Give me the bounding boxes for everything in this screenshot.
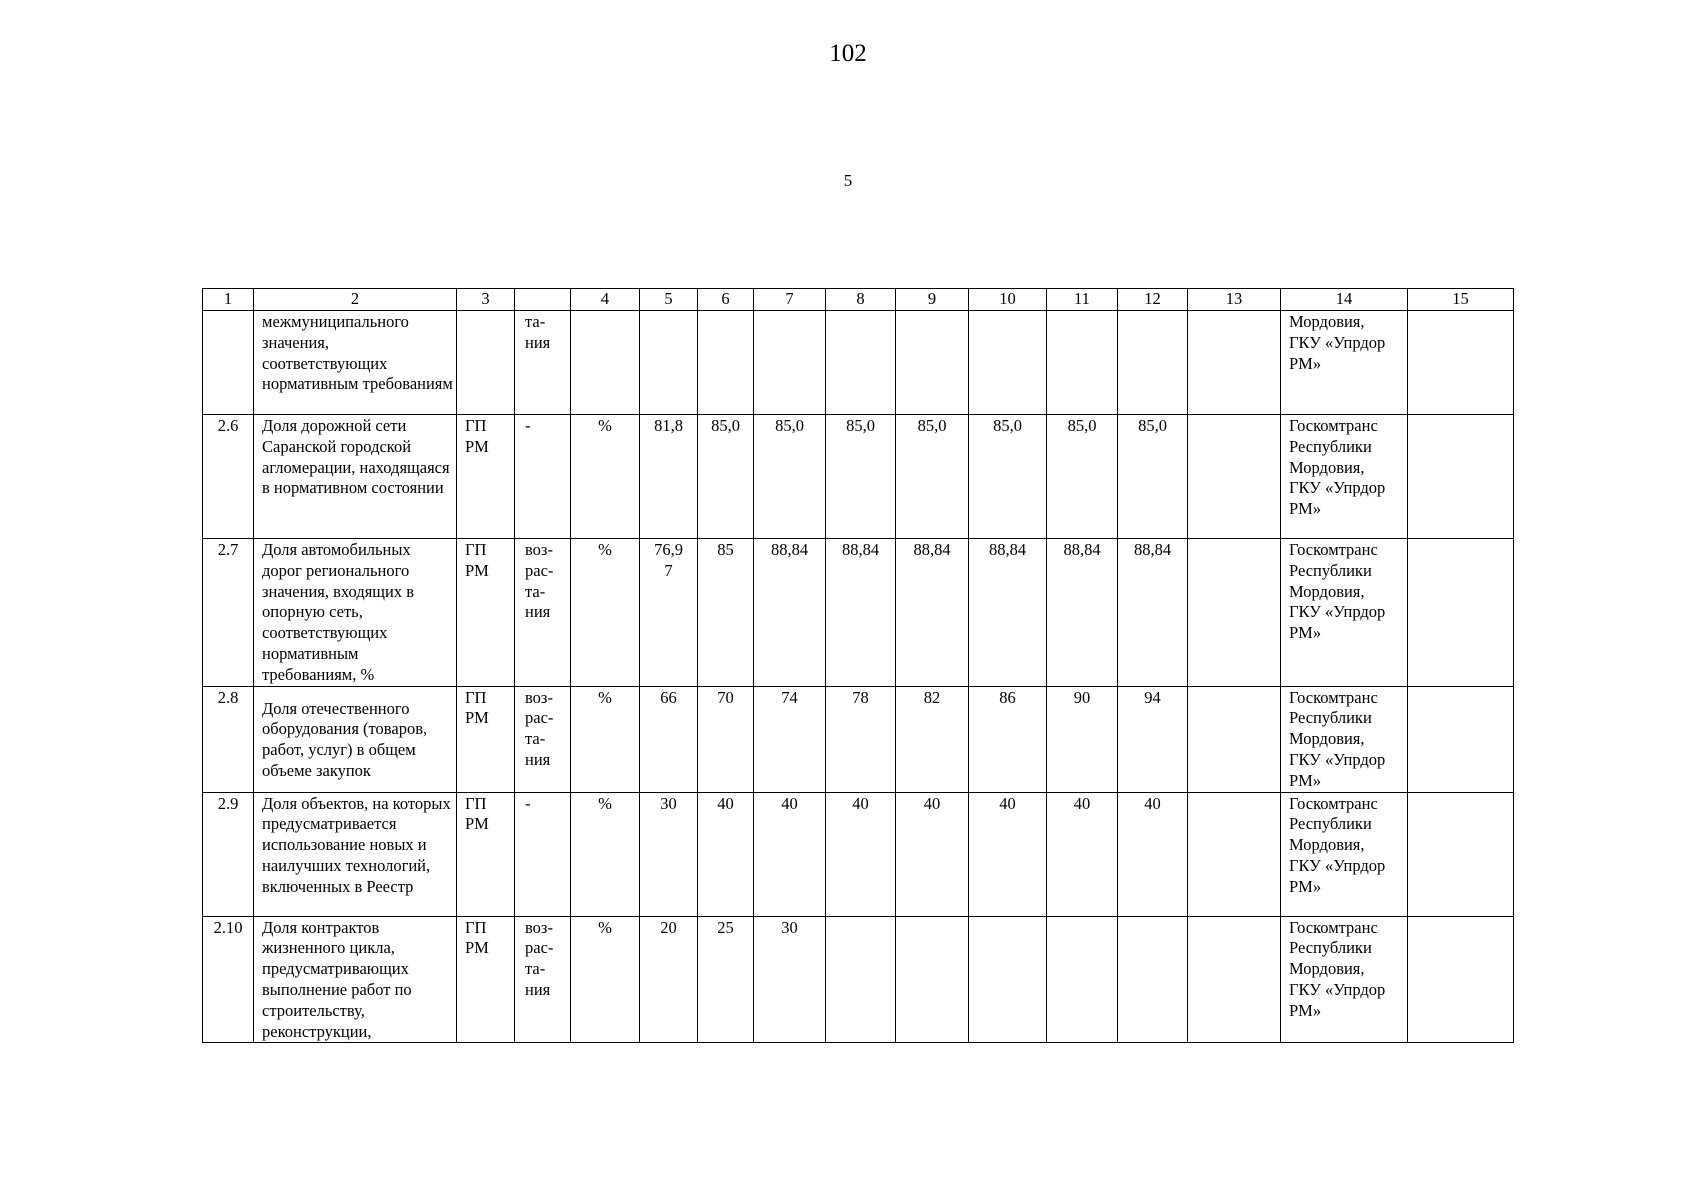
header-cell: 2: [254, 289, 457, 311]
value-cell: 66: [640, 686, 698, 792]
value-cell: [1118, 916, 1188, 1043]
responsible-cell: Госкомтранс Республики Мордовия, ГКУ «Упрдор РМ»: [1281, 539, 1408, 687]
value-cell: [826, 311, 896, 415]
header-cell: 9: [896, 289, 969, 311]
header-cell: 13: [1188, 289, 1281, 311]
row-number-cell: 2.8: [203, 686, 254, 792]
header-row: [203, 289, 1514, 311]
unit-cell: %: [571, 539, 640, 687]
header-cell: 1: [203, 289, 254, 311]
value-cell: 25: [698, 916, 754, 1043]
value-cell: [754, 311, 826, 415]
value-cell: [640, 311, 698, 415]
unit-cell: %: [571, 686, 640, 792]
empty-cell: [1408, 311, 1514, 415]
value-cell: 94: [1118, 686, 1188, 792]
value-cell: 88,84: [754, 539, 826, 687]
row-number-cell: 2.7: [203, 539, 254, 687]
inner-page-number: 5: [843, 171, 853, 190]
indicator-name-cell: Доля отечественного оборудования (товаров, работ, услуг) в общем объеме закупок: [254, 686, 457, 792]
empty-cell: [1188, 311, 1281, 415]
value-cell: 81,8: [640, 415, 698, 539]
header-cell: 7: [754, 289, 826, 311]
value-cell: [1118, 311, 1188, 415]
program-cell: ГП РМ: [457, 916, 515, 1043]
table-row: [203, 792, 1514, 916]
page-number: 102: [829, 40, 867, 67]
value-cell: [969, 916, 1047, 1043]
value-cell: 40: [826, 792, 896, 916]
empty-cell: [1188, 916, 1281, 1043]
header-cell: 12: [1118, 289, 1188, 311]
value-cell: 85: [698, 539, 754, 687]
value-cell: [1047, 916, 1118, 1043]
value-cell: [1047, 311, 1118, 415]
value-cell: 88,84: [1047, 539, 1118, 687]
responsible-cell: Госкомтранс Республики Мордовия, ГКУ «Упрдор РМ»: [1281, 792, 1408, 916]
responsible-cell: Мордовия, ГКУ «Упрдор РМ»: [1281, 311, 1408, 415]
table-row: [203, 686, 1514, 792]
header-cell: 4: [571, 289, 640, 311]
value-cell: 85,0: [1047, 415, 1118, 539]
value-cell: 40: [1047, 792, 1118, 916]
value-cell: [969, 311, 1047, 415]
value-cell: 82: [896, 686, 969, 792]
value-cell: 85,0: [969, 415, 1047, 539]
value-cell: 88,84: [969, 539, 1047, 687]
program-cell: ГП РМ: [457, 792, 515, 916]
value-cell: 85,0: [826, 415, 896, 539]
trend-cell: воз- рас- та- ния: [515, 916, 571, 1043]
responsible-cell: Госкомтранс Республики Мордовия, ГКУ «Упрдор РМ»: [1281, 916, 1408, 1043]
empty-cell: [1408, 916, 1514, 1043]
unit-cell: %: [571, 916, 640, 1043]
value-cell: 88,84: [896, 539, 969, 687]
header-cell: 8: [826, 289, 896, 311]
program-cell: [457, 311, 515, 415]
value-cell: 74: [754, 686, 826, 792]
value-cell: 20: [640, 916, 698, 1043]
row-number-cell: 2.10: [203, 916, 254, 1043]
empty-cell: [1188, 539, 1281, 687]
value-cell: [896, 311, 969, 415]
row-number-cell: [203, 311, 254, 415]
table-row: [203, 311, 1514, 415]
value-cell: 70: [698, 686, 754, 792]
row-number-cell: 2.9: [203, 792, 254, 916]
table-row: [203, 415, 1514, 539]
value-cell: 40: [754, 792, 826, 916]
table-row: [203, 916, 1514, 1043]
header-cell: 6: [698, 289, 754, 311]
empty-cell: [1408, 792, 1514, 916]
header-cell: 15: [1408, 289, 1514, 311]
header-cell: 5: [640, 289, 698, 311]
responsible-cell: Госкомтранс Республики Мордовия, ГКУ «Упрдор РМ»: [1281, 686, 1408, 792]
indicator-name-cell: Доля дорожной сети Саранской городской агломерации, находящаяся в нормативном состоянии: [254, 415, 457, 539]
header-cell: 10: [969, 289, 1047, 311]
value-cell: 86: [969, 686, 1047, 792]
value-cell: 30: [754, 916, 826, 1043]
program-cell: ГП РМ: [457, 539, 515, 687]
value-cell: [896, 916, 969, 1043]
header-cell: 14: [1281, 289, 1408, 311]
empty-cell: [1408, 539, 1514, 687]
value-cell: [698, 311, 754, 415]
program-cell: ГП РМ: [457, 686, 515, 792]
value-cell: 88,84: [1118, 539, 1188, 687]
empty-cell: [1188, 686, 1281, 792]
value-cell: 40: [896, 792, 969, 916]
value-cell: 78: [826, 686, 896, 792]
value-cell: 40: [969, 792, 1047, 916]
indicator-name-cell: Доля автомобильных дорог регионального значения, входящих в опорную сеть, соответствующих нормативным требованиям, %: [254, 539, 457, 687]
value-cell: 40: [1118, 792, 1188, 916]
value-cell: 85,0: [754, 415, 826, 539]
indicator-name-cell: межмуниципального значения, соответствующих нормативным требованиям: [254, 311, 457, 415]
value-cell: 85,0: [896, 415, 969, 539]
value-cell: 85,0: [1118, 415, 1188, 539]
unit-cell: %: [571, 792, 640, 916]
trend-cell: -: [515, 415, 571, 539]
empty-cell: [1188, 415, 1281, 539]
trend-cell: воз- рас- та- ния: [515, 686, 571, 792]
unit-cell: %: [571, 415, 640, 539]
unit-cell: [571, 311, 640, 415]
row-number-cell: 2.6: [203, 415, 254, 539]
empty-cell: [1408, 415, 1514, 539]
value-cell: 88,84: [826, 539, 896, 687]
table-row: [203, 539, 1514, 687]
header-cell: [515, 289, 571, 311]
value-cell: 30: [640, 792, 698, 916]
responsible-cell: Госкомтранс Республики Мордовия, ГКУ «Упрдор РМ»: [1281, 415, 1408, 539]
header-cell: 11: [1047, 289, 1118, 311]
trend-cell: та- ния: [515, 311, 571, 415]
value-cell: [826, 916, 896, 1043]
table-body: [203, 311, 1514, 1043]
value-cell: 40: [698, 792, 754, 916]
value-cell: 90: [1047, 686, 1118, 792]
empty-cell: [1408, 686, 1514, 792]
empty-cell: [1188, 792, 1281, 916]
indicators-table: [202, 288, 1514, 1043]
header-cell: 3: [457, 289, 515, 311]
value-cell: 85,0: [698, 415, 754, 539]
indicator-name-cell: Доля объектов, на которых предусматривается использование новых и наилучших технологий, включенных в Реестр: [254, 792, 457, 916]
indicator-name-cell: Доля контрактов жизненного цикла, предусматривающих выполнение работ по строительству, реконструкции,: [254, 916, 457, 1043]
value-cell: 76,9 7: [640, 539, 698, 687]
trend-cell: -: [515, 792, 571, 916]
trend-cell: воз- рас- та- ния: [515, 539, 571, 687]
program-cell: ГП РМ: [457, 415, 515, 539]
